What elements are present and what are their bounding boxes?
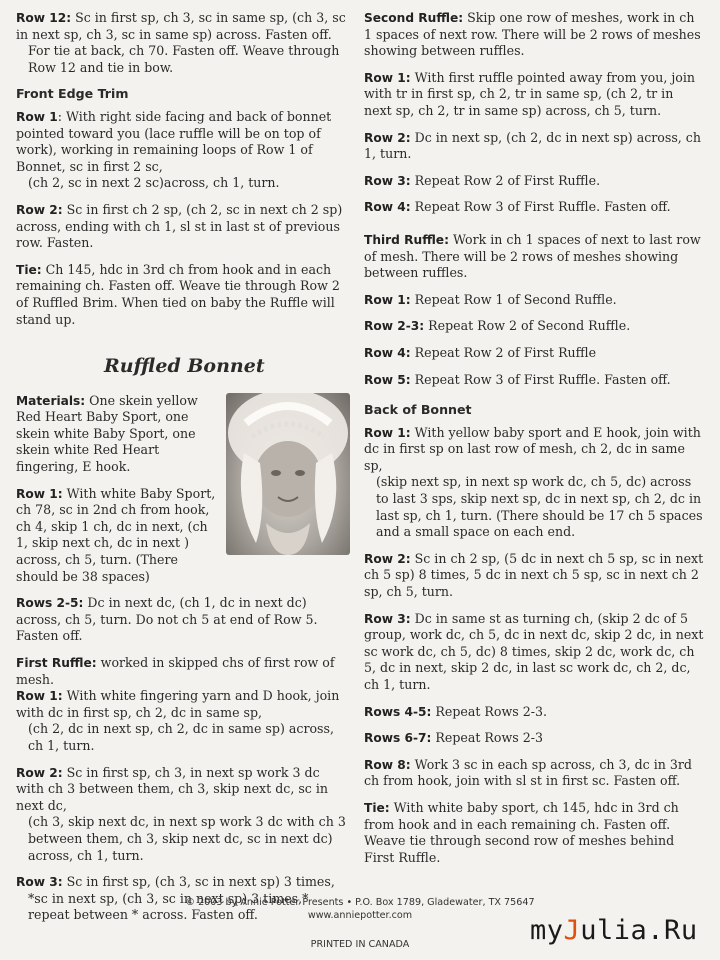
back-row-2: Row 2: Sc in ch 2 sp, (5 dc in next ch 5 sp, sc in next ch 5 sp) 8 times, 5 dc in next ch 5 sp, sc in next ch 2 sp, ch 5, turn. — [364, 550, 704, 600]
third-ruffle-row-1: Row 1: Repeat Row 1 of Second Ruffle. — [364, 291, 617, 307]
bonnet-rows-2-5: Rows 2-5: Dc in next dc, (ch 1, dc in next dc) across, ch 5, turn. Do not ch 5 at end of Row 5. Fasten off. — [16, 595, 318, 644]
back-of-bonnet-heading: Back of Bonnet — [364, 402, 472, 418]
second-ruffle-row-1: Row 1: With first ruffle pointed away from you, join with tr in first sp, ch 2, tr in same sp, (ch 2, tr in next sp, ch 2, tr in same sp) across, ch 5, turn. — [364, 69, 695, 118]
tie-back-note: For tie at back, ch 70. Fasten off. Weave through Row 12 and tie in bow. — [28, 43, 340, 75]
third-ruffle-intro: Third Ruffle: Work in ch 1 spaces of next to last row of mesh. There will be 2 rows of meshes showing between ruffles. — [364, 231, 701, 281]
back-tie: Tie: With white baby sport, ch 145, hdc in 3rd ch from hook and in each remaining ch. Fasten off. Weave tie through second row of meshes behind First Ruffle. — [364, 799, 679, 865]
front-edge-row-1: Row 1: With right side facing and back of bonnet pointed toward you (lace ruffle will be on top of work), working in remaining loops of Row 1 of Bonnet, sc in first 2 sc, (ch 2, sc in next 2 sc)across, ch 1, turn. — [16, 108, 332, 191]
back-rows-6-7: Rows 6-7: Repeat Rows 2-3 — [364, 730, 544, 746]
watermark-logo: myJulia.Ru — [530, 915, 698, 946]
first-ruffle-row-1: Row 1: With white fingering yarn and D hook, join with dc in first sp, ch 2, dc in same sp, (ch 2, dc in next sp, ch 2, dc in same sp) across, ch 1, turn. — [16, 688, 340, 753]
third-ruffle-row-2-3: Row 2-3: Repeat Row 2 of Second Ruffle. — [364, 318, 631, 334]
front-edge-row-2: Row 2: Sc in first ch 2 sp, (ch 2, sc in next ch 2 sp) across, ending with ch 1, sl st in last st of previous row. Fasten. — [16, 201, 343, 251]
back-rows-4-5: Rows 4-5: Repeat Rows 2-3. — [364, 703, 548, 719]
front-edge-tie: Tie: Ch 145, hdc in 3rd ch from hook and in each remaining ch. Fasten off. Weave tie through Row 2 of Ruffled Brim. When tied on baby the Ruffle will stand up. — [16, 261, 340, 327]
ruffled-bonnet-title: Ruffled Bonnet — [104, 355, 265, 378]
second-ruffle-intro: Second Ruffle: Skip one row of meshes, work in ch 1 spaces of next row. There will be 2 rows of meshes showing between ruffles. — [364, 10, 701, 59]
back-row-1: Row 1: With yellow baby sport and E hook, join with dc in first sp on last row of mesh, ch 2, dc in same sp, (skip next sp, in next sp work dc, ch 5, dc) across to last 3 sps, skip next sp, dc in next sp, ch 2, dc in last sp, ch 1, turn. (There should be 17 ch 5 spaces and a small space on each end. — [364, 424, 703, 540]
right-column — [364, 10, 704, 876]
bonnet-row-1: Row 1: With white Baby Sport, ch 78, sc in 2nd ch from hook, ch 4, skip 1 ch, dc in next, (ch 1, skip next ch, dc in next ) across, ch 5, turn. (There should be 38 spaces) — [16, 485, 216, 584]
first-ruffle-row-2: Row 2: Sc in first sp, ch 3, in next sp work 3 dc with ch 3 between them, ch 3, skip next dc, sc in next dc, (ch 3, skip next dc, in next sp work 3 dc with ch 3 between them, ch 3, skip next dc, sc in next dc) across, ch 1, turn. — [16, 764, 346, 863]
first-ruffle-intro: First Ruffle: worked in skipped chs of first row of mesh. — [16, 655, 335, 687]
footer-website: www.anniepotter.com — [307, 910, 413, 921]
third-ruffle-row-5: Row 5: Repeat Row 3 of First Ruffle. Fasten off. — [364, 371, 671, 387]
left-column — [16, 10, 350, 934]
second-ruffle-row-4: Row 4: Repeat Row 3 of First Ruffle. Fasten off. — [364, 199, 671, 215]
footer-copyright: © 2003 by Annie Potter Presents • P.O. Box 1789, Gladewater, TX 75647 — [185, 897, 535, 908]
materials: Materials: One skein yellow Red Heart Baby Sport, one skein white Baby Sport, one skein white Red Heart fingering, E hook. — [16, 392, 198, 475]
baby-bonnet-photo — [226, 393, 350, 555]
second-ruffle-row-3: Row 3: Repeat Row 2 of First Ruffle. — [364, 172, 601, 188]
footer-printed: PRINTED IN CANADA — [310, 939, 410, 950]
first-ruffle-row-3: Row 3: Sc in first sp, (ch 3, sc in next sp) 3 times, *sc in next sp, (ch 3, sc in next sp) 3 times,* repeat between * across. Fasten off. — [16, 874, 335, 923]
back-row-3: Row 3: Dc in same st as turning ch, (skip 2 dc of 5 group, work dc, ch 5, dc in next dc, skip 2 dc, in next sc work dc, ch 5, dc) 8 times, skip 2 dc, work dc, ch 5, dc in next, skip 2 dc, in last sc work dc, ch 2, dc, ch 1, turn. — [364, 610, 704, 692]
row-12: Row 12: Sc in first sp, ch 3, sc in same sp, (ch 3, sc in next sp, ch 3, sc in same sp) across. Fasten off. — [16, 10, 346, 42]
second-ruffle-row-2: Row 2: Dc in next sp, (ch 2, dc in next sp) across, ch 1, turn. — [364, 129, 701, 162]
third-ruffle-row-4: Row 4: Repeat Row 2 of First Ruffle — [364, 344, 597, 360]
front-edge-trim-heading: Front Edge Trim — [16, 86, 129, 102]
back-row-8: Row 8: Work 3 sc in each sp across, ch 3, dc in 3rd ch from hook, join with sl st in first sc. Fasten off. — [364, 756, 692, 789]
